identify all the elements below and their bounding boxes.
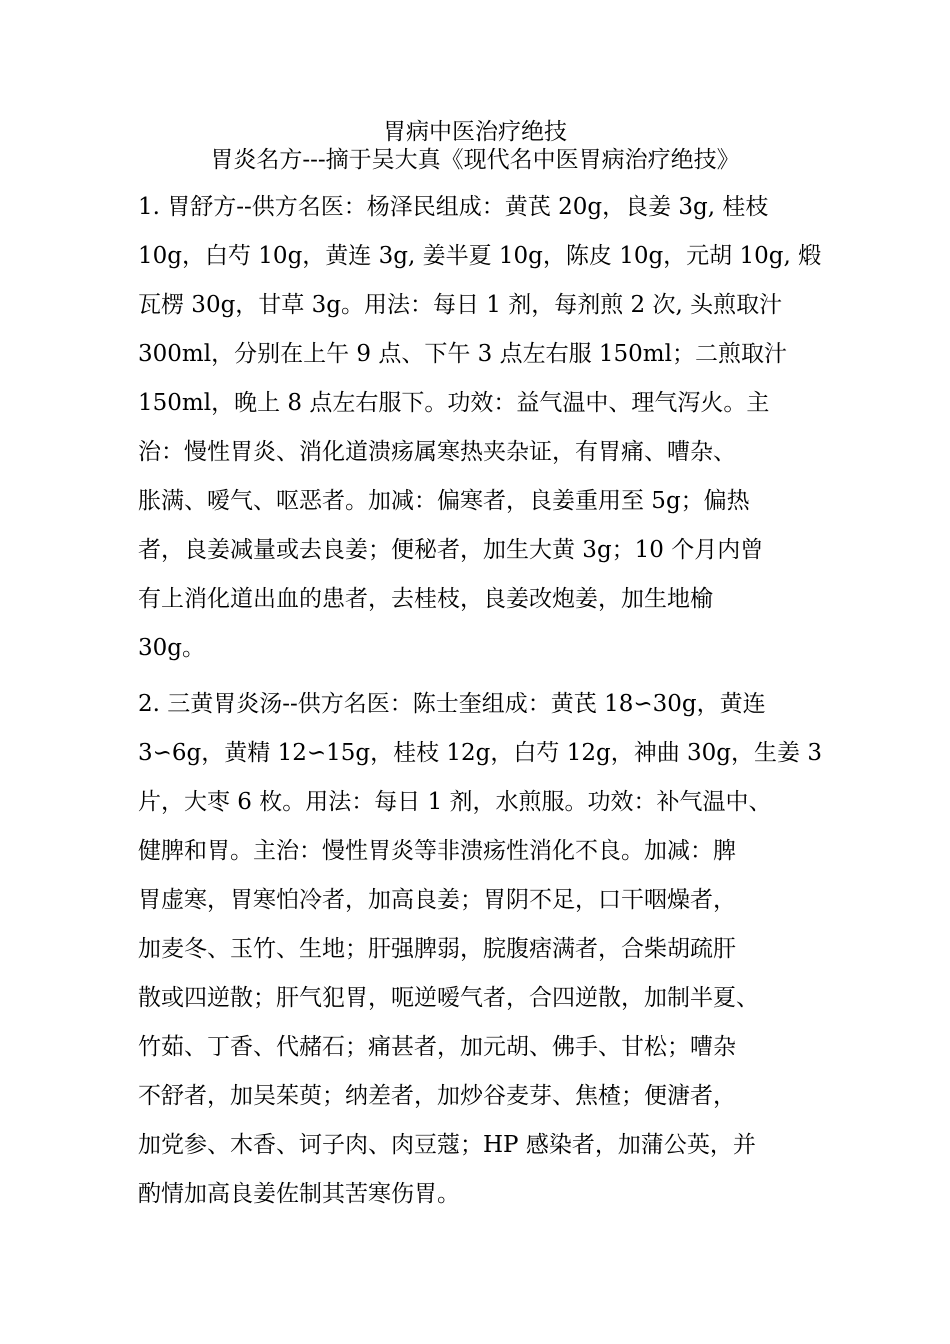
text-line: 30g。 bbox=[138, 635, 205, 661]
text-line: 3∽6g，黄精 12∽15g，桂枝 12g，白芍 12g，神曲 30g，生姜 3 bbox=[138, 740, 822, 766]
text-line: 健脾和胃。主治：慢性胃炎等非溃疡性消化不良。加减：脾 bbox=[138, 838, 736, 864]
document-title: 胃病中医治疗绝技 bbox=[383, 119, 567, 145]
document-subtitle: 胃炎名方---摘于吴大真《现代名中医胃病治疗绝技》 bbox=[210, 147, 740, 173]
text-line: 者，良姜减量或去良姜；便秘者，加生大黄 3g；10 个月内曾 bbox=[138, 537, 764, 563]
text-line: 竹茹、丁香、代赭石；痛甚者，加元胡、佛手、甘松；嘈杂 bbox=[138, 1034, 736, 1060]
text-line: 300ml，分别在上午 9 点、下午 3 点左右服 150ml；二煎取汁 bbox=[138, 341, 787, 367]
text-line: 1. 胃舒方--供方名医：杨泽民组成：黄芪 20g，良姜 3g, 桂枝 bbox=[138, 194, 769, 220]
text-line: 加麦冬、玉竹、生地；肝强脾弱，脘腹痞满者，合柴胡疏肝 bbox=[138, 936, 736, 962]
text-line: 150ml，晚上 8 点左右服下。功效：益气温中、理气泻火。主 bbox=[138, 390, 770, 416]
text-line: 瓦楞 30g，甘草 3g。用法：每日 1 剂，每剂煎 2 次, 头煎取汁 bbox=[138, 292, 783, 318]
text-line: 胀满、嗳气、呕恶者。加减：偏寒者，良姜重用至 5g；偏热 bbox=[138, 488, 750, 514]
text-line: 治：慢性胃炎、消化道溃疡属寒热夹杂证，有胃痛、嘈杂、 bbox=[138, 439, 736, 465]
text-line: 片，大枣 6 枚。用法：每日 1 剂，水煎服。功效：补气温中、 bbox=[138, 789, 772, 815]
text-line: 酌情加高良姜佐制其苦寒伤胃。 bbox=[138, 1181, 460, 1207]
text-line: 2. 三黄胃炎汤--供方名医：陈士奎组成：黄芪 18∽30g，黄连 bbox=[138, 691, 766, 717]
text-line: 加党参、木香、诃子肉、肉豆蔻；HP 感染者，加蒲公英，并 bbox=[138, 1132, 756, 1158]
text-line: 有上消化道出血的患者，去桂枝，良姜改炮姜，加生地榆 bbox=[138, 586, 713, 612]
text-line: 不舒者，加吴茱萸；纳差者，加炒谷麦芽、焦楂；便溏者， bbox=[138, 1083, 736, 1109]
text-line: 胃虚寒，胃寒怕冷者，加高良姜；胃阴不足，口干咽燥者， bbox=[138, 887, 736, 913]
text-line: 散或四逆散；肝气犯胃，呃逆嗳气者，合四逆散，加制半夏、 bbox=[138, 985, 759, 1011]
text-line: 10g，白芍 10g，黄连 3g, 姜半夏 10g，陈皮 10g，元胡 10g, 煅 bbox=[138, 243, 822, 269]
